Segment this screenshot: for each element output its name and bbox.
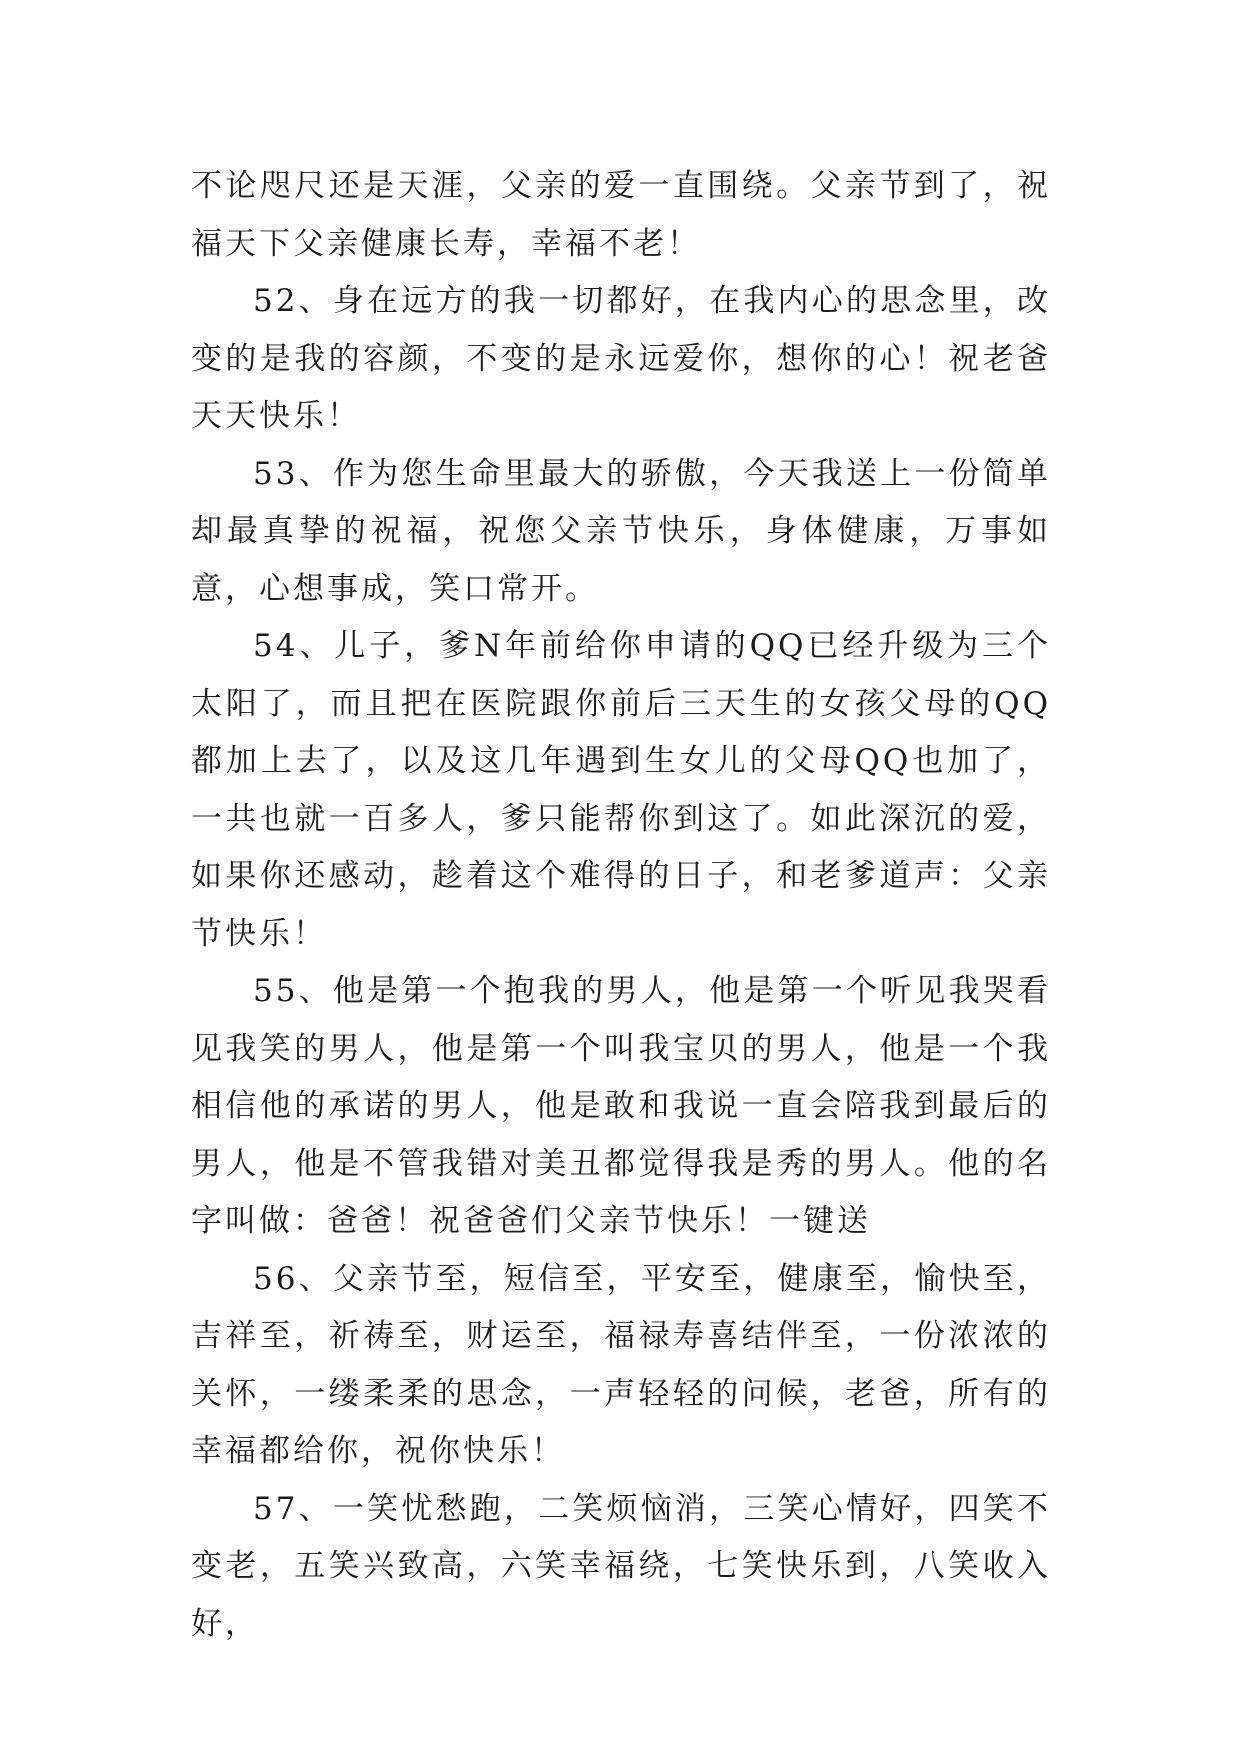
document-body (191, 158, 1051, 1653)
paragraph-55: 55、他是第一个抱我的男人，他是第一个听见我哭看见我笑的男人，他是第一个叫我宝贝的男人，他是一个我相信他的承诺的男人，他是敢和我说一直会陪我到最后的男人，他是不管我错对美丑都觉得我是秀的男人。他的名字叫做：爸爸！祝爸爸们父亲节快乐！一键送 (191, 973, 1051, 1239)
paragraph-52: 52、身在远方的我一切都好，在我内心的思念里，改变的是我的容颜，不变的是永远爱你，想你的心！祝老爸天天快乐！ (191, 283, 1051, 434)
paragraph-54: 54、儿子，爹N年前给你申请的QQ已经升级为三个太阳了，而且把在医院跟你前后三天生的女孩父母的QQ都加上去了，以及这几年遇到生女儿的父母QQ也加了，一共也就一百多人，爹只能帮你到这了。如此深沉的爱，如果你还感动，趁着这个难得的日子，和老爹道声：父亲节快乐！ (191, 628, 1051, 952)
paragraph-53: 53、作为您生命里最大的骄傲，今天我送上一份简单却最真挚的祝福，祝您父亲节快乐，身体健康，万事如意，心想事成，笑口常开。 (191, 455, 1051, 607)
paragraph-56: 56、父亲节至，短信至，平安至，健康至，愉快至，吉祥至，祈祷至，财运至，福禄寿喜结伴至，一份浓浓的关怀，一缕柔柔的思念，一声轻轻的问候，老爸，所有的幸福都给你，祝你快乐！ (191, 1260, 1051, 1469)
paragraph-continuation: 不论咫尺还是天涯，父亲的爱一直围绕。父亲节到了，祝福天下父亲健康长寿，幸福不老！ (191, 168, 1051, 262)
paragraph-57: 57、一笑忧愁跑，二笑烦恼消，三笑心情好，四笑不变老，五笑兴致高，六笑幸福绕，七笑快乐到，八笑收入好， (191, 1490, 1051, 1642)
